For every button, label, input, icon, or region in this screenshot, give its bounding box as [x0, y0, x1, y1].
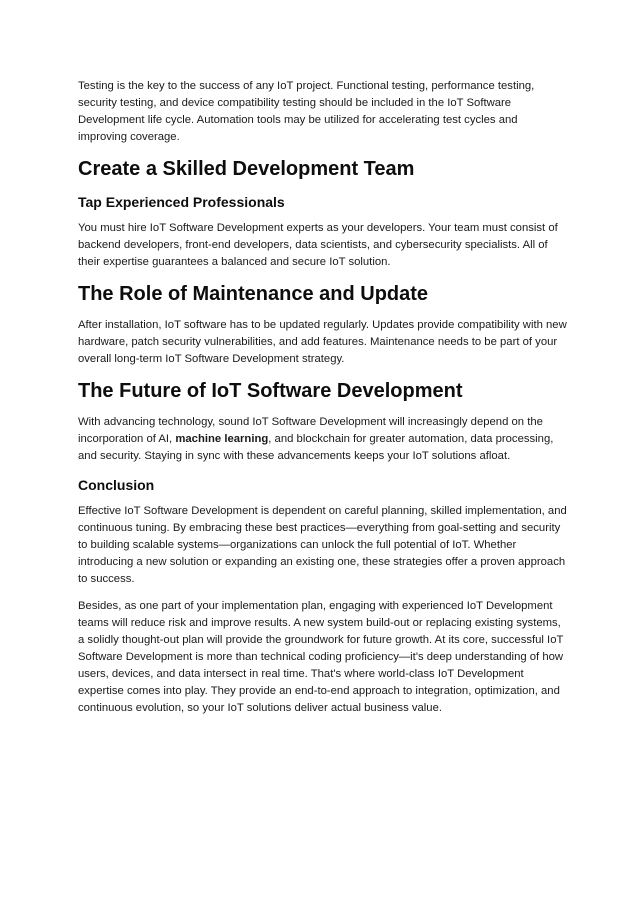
intro-paragraph: Testing is the key to the success of any IoT project. Functional testing, performance testing, security testing, and device compatibility testing should be included in the IoT Software Development life cycle. Automation tools may be utilized for accelerating test cycles and improving coverage. [78, 80, 535, 143]
machine-learning-bold: machine learning [175, 433, 269, 445]
section-heading-future: The Future of IoT Software Development [78, 380, 463, 402]
future-paragraph [78, 414, 568, 465]
future-text-a: With advancing technology, sound IoT Software Development will increasingly depend on the incorporation of AI, [78, 416, 543, 445]
subheading-professionals: Tap Experienced Professionals [78, 194, 285, 210]
conclusion-heading: Conclusion [78, 477, 155, 493]
section-heading-maintenance: The Role of Maintenance and Update [78, 283, 429, 305]
team-paragraph: You must hire IoT Software Development experts as your developers. Your team must consist of backend developers, front-end developers, data scientists, and cybersecurity specialists. All of their expertise guarantees a balanced and secure IoT solution. [78, 222, 558, 268]
conclusion-paragraph-2: Besides, as one part of your implementation plan, engaging with experienced IoT Development teams will reduce risk and improve results. A new system build-out or replacing existing systems, a solidly thought-out plan will provide the groundwork for future growth. At its core, successful IoT Software Development is more than technical coding proficiency—it's deep understanding of how users, devices, and data intersect in real time. That's where world-class IoT Development expertise comes into play. They provide an end-to-end approach to integration, optimization, and continuous evolution, so your IoT solutions deliver actual business value. [78, 600, 564, 714]
section-heading-team: Create a Skilled Development Team [78, 158, 415, 180]
maintenance-paragraph: After installation, IoT software has to be updated regularly. Updates provide compatibility with new hardware, patch security vulnerabilities, and add features. Maintenance needs to be part of your overall long-term IoT Software Development strategy. [78, 319, 567, 365]
future-text-b: , and blockchain for greater automation, data processing, and security. Staying in sync with these advancements keeps your IoT solutions afloat. [78, 433, 554, 462]
conclusion-paragraph-1: Effective IoT Software Development is dependent on careful planning, skilled implementation, and continuous tuning. By embracing these best practices—everything from goal-setting and security to building scalable systems—organizations can unlock the full potential of IoT. Whether introducing a new solution or expanding an existing one, these strategies offer a proven approach to success. [78, 505, 567, 585]
